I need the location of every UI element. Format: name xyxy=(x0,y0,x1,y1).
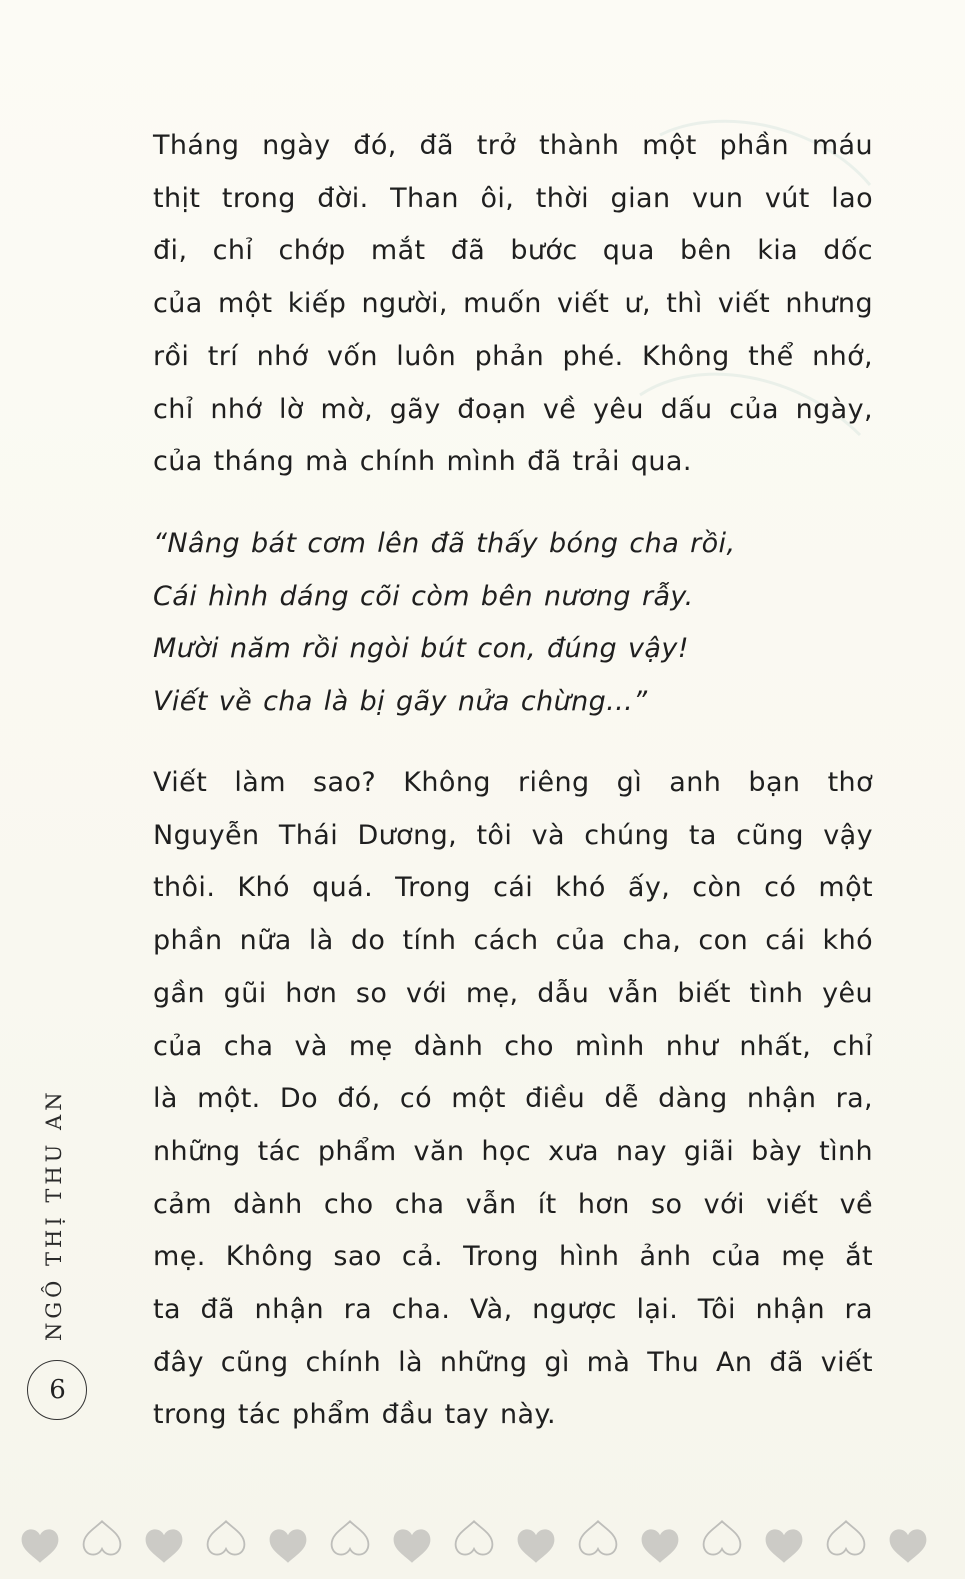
poem-line: Viết về cha là bị gãy nửa chừng...” xyxy=(153,686,648,718)
heart-icon xyxy=(642,1529,679,1562)
heart-icon xyxy=(84,1521,121,1554)
page-number: 6 xyxy=(49,1375,66,1405)
paragraph-2-line: của cha và mẹ dành cho mình như nhất, chỉ xyxy=(153,1030,873,1062)
paragraph-2-line: gần gũi hơn so với mẹ, dẫu vẫn biết tình yêu xyxy=(153,977,873,1009)
paragraph-1-line: của tháng mà chính mình đã trải qua. xyxy=(153,446,692,478)
paragraph-1 xyxy=(153,120,873,489)
heart-icon xyxy=(394,1529,431,1562)
paragraph-2-line: Viết làm sao? Không riêng gì anh bạn thơ xyxy=(153,767,873,798)
paragraph-2 xyxy=(153,757,873,1442)
paragraph-1-line: rồi trí nhớ vốn luôn phản phé. Không thể nhớ, xyxy=(153,340,873,372)
paragraph-1-line: Tháng ngày đó, đã trở thành một phần máu xyxy=(153,130,873,161)
paragraph-1-line: thịt trong đời. Than ôi, thời gian vun vút lao xyxy=(153,182,873,214)
heart-icon xyxy=(704,1521,741,1554)
heart-icon xyxy=(828,1521,865,1554)
heart-icon xyxy=(456,1521,493,1554)
paragraph-2-line: những tác phẩm văn học xưa nay giãi bày tình xyxy=(153,1135,873,1167)
paragraph-2-line: cảm dành cho cha vẫn ít hơn so với viết về xyxy=(153,1188,873,1220)
heart-icon xyxy=(580,1521,617,1554)
heart-icon xyxy=(890,1529,927,1562)
heart-icon xyxy=(518,1529,555,1562)
paragraph-2-line: phần nữa là do tính cách của cha, con cái khó xyxy=(153,925,873,957)
paragraph-1-line: của một kiếp người, muốn viết ư, thì viết nhưng xyxy=(153,288,873,320)
heart-icon xyxy=(146,1529,183,1562)
paragraph-1-line: chỉ nhớ lờ mờ, gãy đoạn về yêu dấu của ngày, xyxy=(153,393,873,425)
heart-icon xyxy=(766,1529,803,1562)
heart-icon xyxy=(208,1521,245,1554)
paragraph-2-line: Nguyễn Thái Dương, tôi và chúng ta cũng vậy xyxy=(153,819,873,851)
heart-pattern-border xyxy=(0,1505,965,1579)
paragraph-1-line: đi, chỉ chớp mắt đã bước qua bên kia dốc xyxy=(153,235,873,267)
paragraph-2-line: là một. Do đó, có một điều dễ dàng nhận ra, xyxy=(153,1083,873,1115)
heart-icon xyxy=(22,1529,59,1562)
paragraph-2-line: trong tác phẩm đầu tay này. xyxy=(153,1399,556,1431)
heart-icon xyxy=(332,1521,369,1554)
poem-line: Cái hình dáng cõi còm bên nương rẫy. xyxy=(153,580,694,612)
poem-line: Mười năm rồi ngòi bút con, đúng vậy! xyxy=(153,633,689,665)
paragraph-2-line: mẹ. Không sao cả. Trong hình ảnh của mẹ ắt xyxy=(153,1241,873,1273)
paragraph-2-line: đây cũng chính là những gì mà Thu An đã viết xyxy=(153,1346,873,1378)
poem-quote xyxy=(153,518,873,729)
paragraph-2-line: ta đã nhận ra cha. Và, ngược lại. Tôi nhận ra xyxy=(153,1294,873,1326)
author-running-header: NGÔ THỊ THU AN xyxy=(42,1088,66,1342)
heart-icon xyxy=(270,1529,307,1562)
page-number-badge xyxy=(27,1360,87,1420)
poem-line: “Nâng bát cơm lên đã thấy bóng cha rồi, xyxy=(153,528,736,559)
paragraph-2-line: thôi. Khó quá. Trong cái khó ấy, còn có một xyxy=(153,872,873,904)
